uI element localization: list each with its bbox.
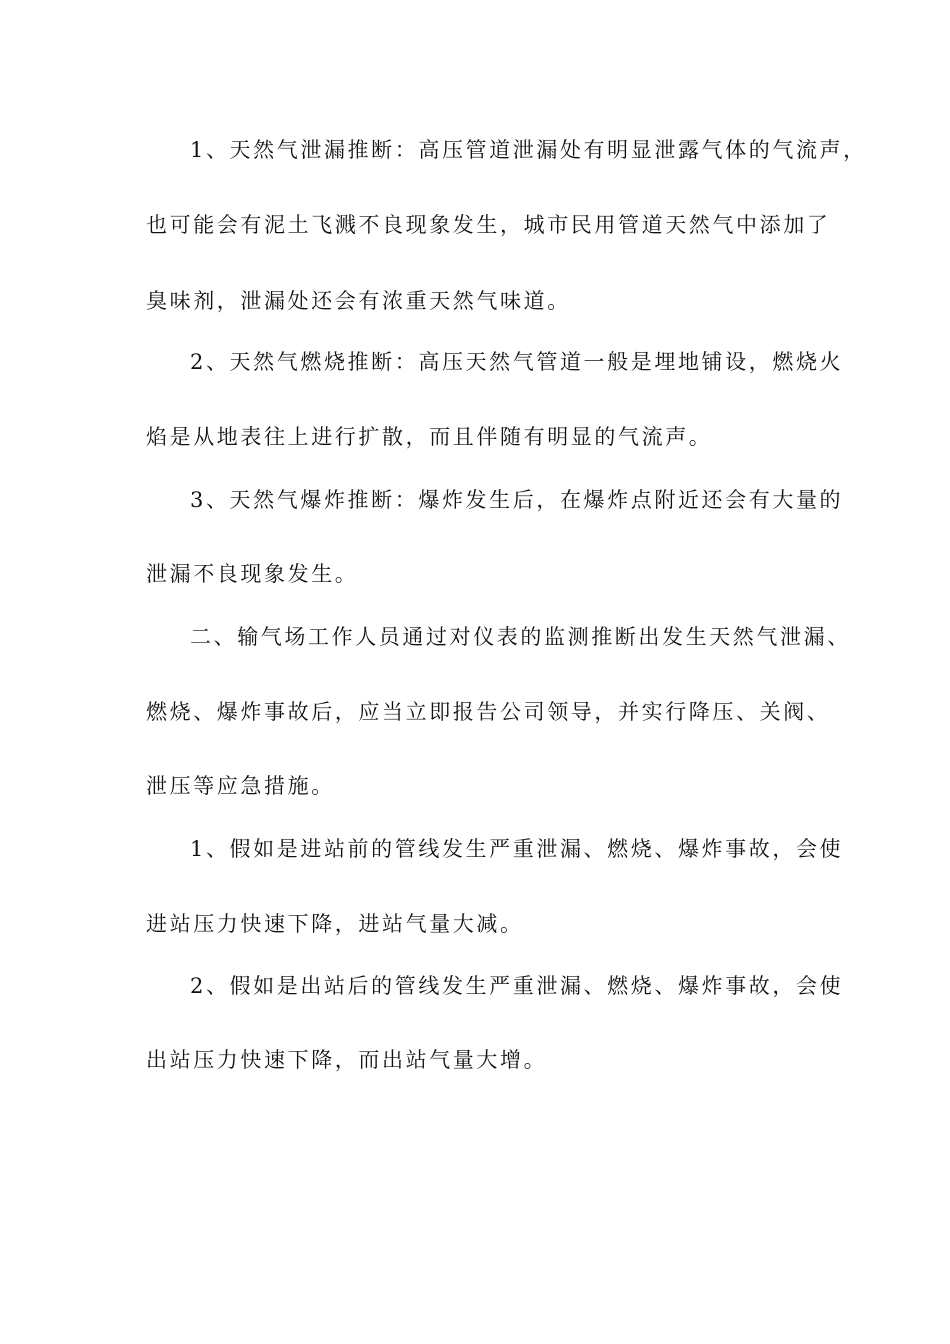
paragraph-4-line-2: 燃烧、爆炸事故后，应当立即报告公司领导，并实行降压、关阀、 xyxy=(146,700,831,724)
paragraph-1-line-3: 臭味剂，泄漏处还会有浓重天然气味道。 xyxy=(146,289,571,313)
paragraph-4-line-1: 二、输气场工作人员通过对仪表的监测推断出发生天然气泄漏、 xyxy=(190,625,851,649)
paragraph-6-line-2: 出站压力快速下降，而出站气量大增。 xyxy=(146,1048,548,1072)
paragraph-3-line-1: 3、天然气爆炸推断：爆炸发生后，在爆炸点附近还会有大量的 xyxy=(190,488,844,512)
paragraph-2-line-1: 2、天然气燃烧推断：高压天然气管道一般是埋地铺设，燃烧火 xyxy=(190,350,844,374)
paragraph-5-line-2: 进站压力快速下降，进站气量大减。 xyxy=(146,912,524,936)
paragraph-5-line-1: 1、假如是进站前的管线发生严重泄漏、燃烧、爆炸事故，会使 xyxy=(190,837,844,861)
paragraph-4-line-3: 泄压等应急措施。 xyxy=(146,774,335,798)
paragraph-2-line-2: 焰是从地表往上进行扩散，而且伴随有明显的气流声。 xyxy=(146,425,713,449)
paragraph-3-line-2: 泄漏不良现象发生。 xyxy=(146,562,359,586)
paragraph-1-line-1: 1、天然气泄漏推断：高压管道泄漏处有明显泄露气体的气流声， xyxy=(190,138,867,162)
paragraph-6-line-1: 2、假如是出站后的管线发生严重泄漏、燃烧、爆炸事故，会使 xyxy=(190,974,844,998)
paragraph-1-line-2: 也可能会有泥土飞溅不良现象发生，城市民用管道天然气中添加了 xyxy=(146,213,831,237)
